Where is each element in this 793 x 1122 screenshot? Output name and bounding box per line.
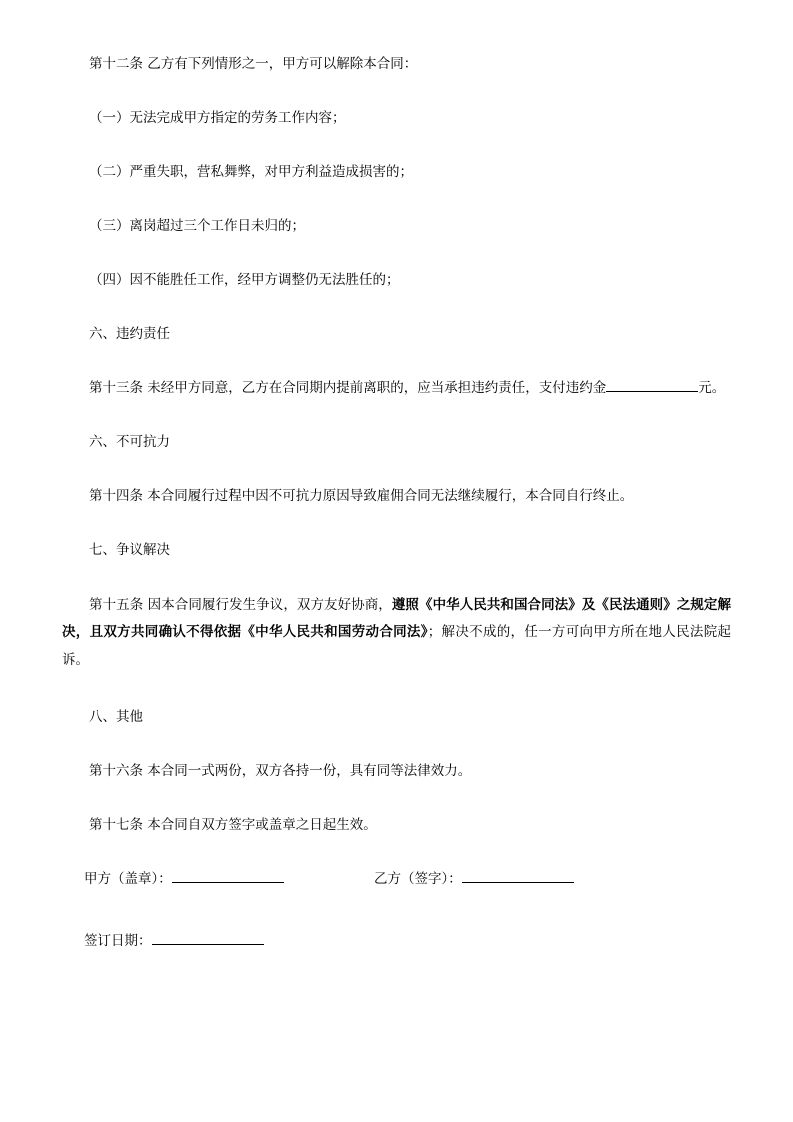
party-a-blank[interactable]: [172, 882, 284, 883]
article-12-item-1: （一）无法完成甲方指定的劳务工作内容；: [89, 109, 346, 126]
party-b-label: 乙方（签字）：: [374, 870, 462, 887]
article-12-item-3: （三）离岗超过三个工作日未归的；: [89, 217, 305, 234]
article-13-text-after: 元。: [698, 379, 726, 396]
section-heading-liability: 六、违约责任: [89, 325, 170, 342]
party-a-signature-field: [84, 867, 374, 887]
article-15: [62, 592, 731, 675]
signature-row: [62, 867, 731, 887]
party-a-label: 甲方（盖章）：: [84, 870, 172, 887]
section-heading-force-majeure: 六、不可抗力: [89, 433, 170, 450]
article-15-part-c: ；解决不成的，任一方可向甲方所在地人民法院起诉。: [62, 624, 731, 669]
signing-date-blank[interactable]: [152, 944, 264, 945]
signing-date-label: 签订日期：: [84, 932, 152, 949]
article-17: 第十七条 本合同自双方签字或盖章之日起生效。: [89, 816, 377, 833]
party-b-signature-field: [374, 867, 674, 887]
article-13-text-before: 第十三条 未经甲方同意，乙方在合同期内提前离职的，应当承担违约责任，支付违约金: [89, 379, 607, 396]
penalty-amount-blank[interactable]: [606, 391, 698, 392]
signing-date-field: [62, 929, 731, 949]
article-12-item-2: （二）严重失职，营私舞弊，对甲方利益造成损害的；: [89, 163, 413, 180]
section-heading-other: 八、其他: [89, 708, 143, 725]
section-heading-dispute: 七、争议解决: [89, 541, 170, 558]
article-15-part-b-bold: 遵照《中华人民共和国合同法》及《民法通则》之规定解决，且双方共同确认不得依据《中华人民共和国劳动合同法》: [62, 596, 731, 641]
article-12-item-4: （四）因不能胜任工作，经甲方调整仍无法胜任的；: [89, 271, 400, 288]
article-16: 第十六条 本合同一式两份，双方各持一份，具有同等法律效力。: [89, 762, 472, 779]
article-13: [62, 376, 731, 401]
article-14: 第十四条 本合同履行过程中因不可抗力原因导致雇佣合同无法继续履行，本合同自行终止。: [89, 487, 634, 504]
party-b-blank[interactable]: [462, 882, 574, 883]
article-15-part-a: 第十五条 因本合同履行发生争议，双方友好协商，: [89, 596, 392, 613]
article-12-intro: 第十二条 乙方有下列情形之一，甲方可以解除本合同：: [89, 56, 418, 72]
